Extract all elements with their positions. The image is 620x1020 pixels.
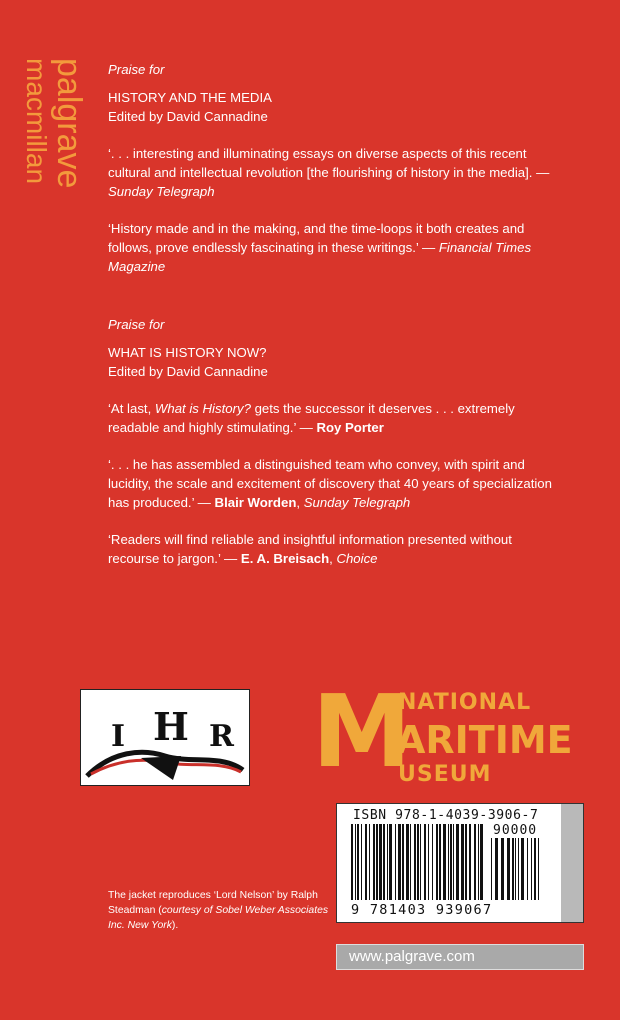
barcode-addon-bar — [512, 838, 514, 900]
palgrave-macmillan-logo — [22, 58, 86, 218]
brand-line2: macmillan — [21, 58, 52, 185]
praise-section-1 — [108, 60, 553, 276]
nmm-big-m: M — [312, 673, 412, 790]
barcode-bar — [480, 824, 483, 900]
barcode-bar — [355, 824, 356, 900]
isbn-barcode — [336, 803, 584, 923]
barcode-bar — [478, 824, 479, 900]
book-editor: Edited by David Cannadine — [108, 109, 268, 124]
book-title: WHAT IS HISTORY NOW? — [108, 345, 267, 360]
barcode-bar — [365, 824, 367, 900]
barcode-bar — [432, 824, 433, 900]
ihr-logo — [80, 689, 250, 786]
barcode-bar — [428, 824, 429, 900]
barcode-bar — [369, 824, 370, 900]
barcode-bar — [443, 824, 446, 900]
barcode-number: 9 781403 939067 — [351, 902, 493, 918]
barcode-bar — [379, 824, 382, 900]
review-quote: ‘Readers will find reliable and insightful information presented without recourse to jargon.’ — E. A. Breisach, Choice — [108, 532, 512, 566]
barcode-bar — [373, 824, 375, 900]
barcode-addon-bar — [515, 838, 516, 900]
isbn-text: ISBN 978-1-4039-3906-7 — [353, 808, 539, 823]
barcode-bar — [395, 824, 396, 900]
book-title: HISTORY AND THE MEDIA — [108, 90, 272, 105]
barcode-bar — [389, 824, 392, 900]
barcode-addon-bar — [495, 838, 498, 900]
national-maritime-museum-logo — [312, 673, 573, 790]
barcode-bars — [351, 824, 577, 904]
barcode-bar — [469, 824, 471, 900]
barcode-bar — [357, 824, 359, 900]
barcode-addon-bar — [527, 838, 528, 900]
barcode-bar — [439, 824, 441, 900]
barcode-bar — [361, 824, 362, 900]
barcode-bar — [450, 824, 452, 900]
barcode-bar — [461, 824, 464, 900]
praise-for-label: Praise for — [108, 317, 165, 332]
barcode-bar — [465, 824, 467, 900]
barcode-bar — [456, 824, 459, 900]
barcode-bar — [474, 824, 476, 900]
barcode-bar — [420, 824, 421, 900]
review-quote: ‘. . . interesting and illuminating essays on diverse aspects of this recent cultural and intellectual revolution [the flourishing of history in the media]. — Sunday Telegraph — [108, 146, 550, 199]
barcode-bar — [351, 824, 353, 900]
barcode-bar — [406, 824, 409, 900]
nmm-line2: ARITIME — [396, 718, 573, 762]
praise-for-label: Praise for — [108, 62, 165, 77]
review-quote: ‘. . . he has assembled a distinguished team who convey, with spirit and lucidity, the scale and excitement of discovery that 40 years of specialization has produced.’ — Blair Worden, Sunday Telegraph — [108, 457, 552, 510]
ihr-letter-h: H — [153, 704, 189, 749]
price-code: 90000 — [493, 823, 538, 838]
barcode-bar — [424, 824, 426, 900]
barcode-bar — [436, 824, 438, 900]
barcode-addon-bar — [518, 838, 519, 900]
brand-line1: palgrave — [50, 58, 88, 189]
review-quote: ‘History made and in the making, and the time-loops it both creates and follows, prove endlessly fascinating in these writings.’ — Financial Times Magazine — [108, 221, 532, 274]
barcode-addon-bar — [531, 838, 532, 900]
barcode-addon-bar — [507, 838, 510, 900]
barcode-addon-bar — [501, 838, 504, 900]
praise-section-2 — [108, 315, 553, 568]
review-quote: ‘At last, What is History? gets the successor it deserves . . . extremely readable and highly stimulating.’ — Roy Porter — [108, 401, 515, 435]
barcode-bar — [417, 824, 419, 900]
barcode-addon-bar — [521, 838, 524, 900]
jacket-credit: The jacket reproduces ‘Lord Nelson’ by Ralph Steadman (courtesy of Sobel Weber Associates Inc. New York). — [108, 890, 329, 931]
barcode-bar — [414, 824, 416, 900]
barcode-bar — [402, 824, 404, 900]
barcode-bar — [448, 824, 449, 900]
barcode-bar — [410, 824, 411, 900]
barcode-addon-bar — [534, 838, 536, 900]
barcode-bar — [383, 824, 385, 900]
barcode-bar — [453, 824, 454, 900]
barcode-bar — [398, 824, 401, 900]
barcode-bar — [387, 824, 388, 900]
nmm-line1: NATIONAL — [398, 690, 532, 715]
ihr-letter-r: R — [209, 719, 234, 754]
barcode-bar — [376, 824, 378, 900]
barcode-addon-bar — [538, 838, 539, 900]
barcode-addon-bar — [491, 838, 492, 900]
nmm-line3: USEUM — [398, 762, 492, 787]
book-editor: Edited by David Cannadine — [108, 364, 268, 379]
website-url[interactable]: www.palgrave.com — [336, 944, 584, 970]
ihr-letter-i: I — [111, 719, 126, 754]
